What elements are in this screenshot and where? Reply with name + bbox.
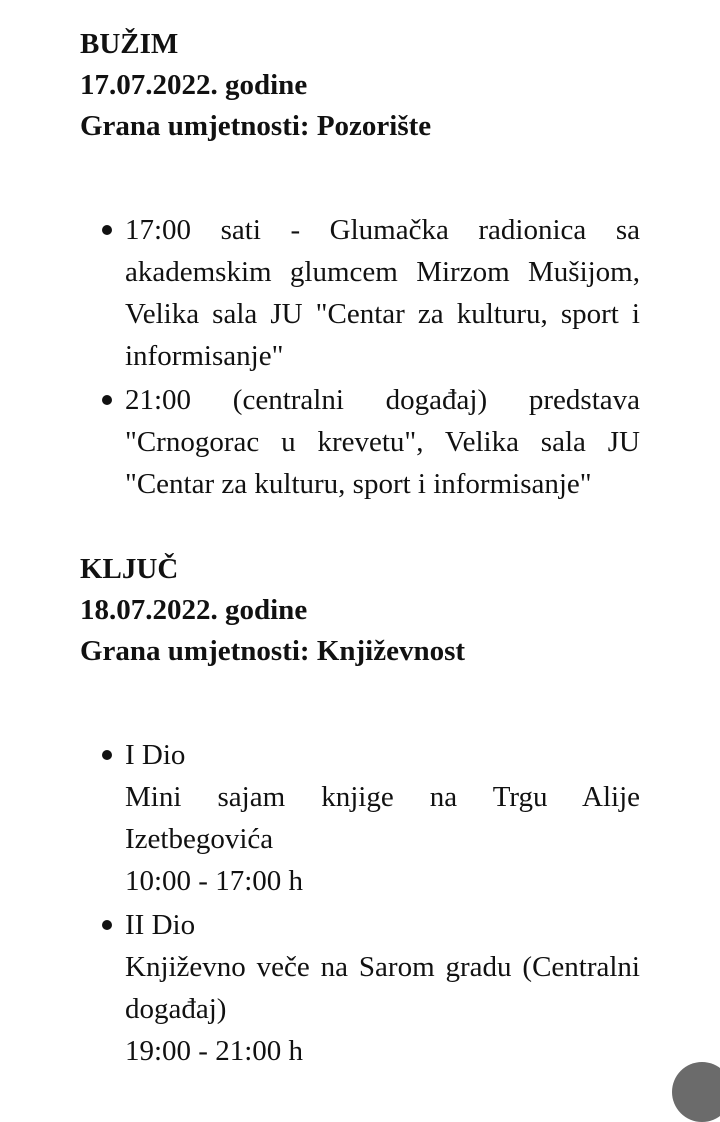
section-place: KLJUČ: [80, 553, 179, 585]
list-item: [80, 209, 640, 377]
list-item: [80, 734, 640, 902]
event-list-kljuc: [80, 734, 640, 1072]
bullet-icon: [102, 920, 112, 930]
event-time: 19:00 - 21:00 h: [125, 1035, 304, 1067]
bullet-icon: [102, 225, 112, 235]
section-date: 17.07.2022. godine: [80, 69, 308, 101]
event-text: 17:00 sati - Glumačka radionica sa akademskim glumcem Mirzom Mušijom, Velika sala JU "Centar za kulturu, sport i informisanje": [125, 214, 640, 372]
event-text: 21:00 (centralni događaj) predstava "Crnogorac u krevetu", Velika sala JU "Centar za kulturu, sport i informisanje": [125, 384, 640, 500]
event-list-buzim: [80, 209, 640, 505]
bullet-icon: [102, 395, 112, 405]
section-buzim-header: [80, 24, 640, 147]
event-title: I Dio: [125, 739, 186, 771]
bullet-icon: [102, 750, 112, 760]
section-place: BUŽIM: [80, 28, 179, 60]
event-time: 10:00 - 17:00 h: [125, 865, 304, 897]
list-item: [80, 904, 640, 1072]
list-item: [80, 379, 640, 505]
document-page: [80, 24, 640, 1072]
event-description: Mini sajam knjige na Trgu Alije Izetbegovića: [125, 781, 640, 855]
section-kljuc-header: [80, 549, 640, 672]
section-art-branch: Grana umjetnosti: Pozorište: [80, 110, 432, 142]
section-date: 18.07.2022. godine: [80, 594, 308, 626]
corner-overlay-icon: [672, 1062, 720, 1122]
section-art-branch: Grana umjetnosti: Književnost: [80, 635, 466, 667]
event-description: Književno veče na Sarom gradu (Centralni događaj): [125, 951, 640, 1025]
event-title: II Dio: [125, 909, 196, 941]
